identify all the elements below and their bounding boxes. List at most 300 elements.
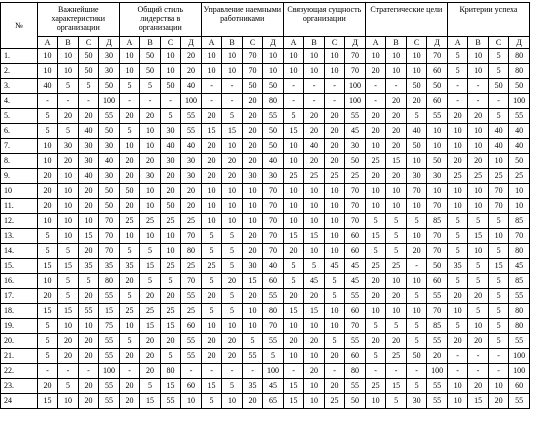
table-cell: 25	[324, 169, 345, 184]
table-cell: 5	[119, 124, 140, 139]
table-cell: 10	[283, 184, 304, 199]
table-cell: 100	[509, 364, 530, 379]
table-cell: -	[324, 364, 345, 379]
table-cell: 10	[324, 184, 345, 199]
table-cell: 5	[37, 124, 58, 139]
row-number: 17.	[1, 289, 38, 304]
table-cell: 10	[509, 199, 530, 214]
table-cell: 20	[242, 289, 263, 304]
table-cell: 40	[99, 154, 120, 169]
table-cell: 40	[160, 139, 181, 154]
table-cell: 10	[365, 199, 386, 214]
table-cell: -	[37, 364, 58, 379]
table-cell: 20	[386, 109, 407, 124]
table-cell: 20	[119, 349, 140, 364]
table-cell: 10	[488, 154, 509, 169]
table-cell: 5	[324, 334, 345, 349]
group-header-row	[1, 3, 530, 37]
table-cell: 40	[263, 154, 284, 169]
table-cell: 10	[488, 229, 509, 244]
table-cell: 20	[58, 349, 79, 364]
table-row	[1, 169, 530, 184]
table-cell: 10	[58, 214, 79, 229]
table-cell: 10	[242, 199, 263, 214]
subcolumn-header: С	[242, 37, 263, 49]
table-cell: 30	[345, 139, 366, 154]
table-cell: 20	[201, 334, 222, 349]
table-cell: 70	[488, 199, 509, 214]
table-cell: 5	[406, 289, 427, 304]
table-cell: 40	[509, 124, 530, 139]
table-cell: 15	[304, 304, 325, 319]
table-cell: -	[58, 94, 79, 109]
table-cell: 5	[386, 214, 407, 229]
table-cell: 5	[406, 214, 427, 229]
table-cell: 5	[58, 244, 79, 259]
table-cell: -	[447, 79, 468, 94]
table-row	[1, 289, 530, 304]
row-number: 1.	[1, 49, 38, 64]
table-cell: 10	[447, 394, 468, 409]
table-cell: 20	[283, 289, 304, 304]
table-cell: 20	[222, 274, 243, 289]
table-cell: 10	[304, 49, 325, 64]
table-cell: 10	[386, 199, 407, 214]
table-cell: 20	[78, 199, 99, 214]
subcolumn-header: С	[406, 37, 427, 49]
table-cell: 70	[263, 244, 284, 259]
table-cell: -	[283, 364, 304, 379]
table-cell: 20	[304, 154, 325, 169]
table-cell: 10	[78, 319, 99, 334]
table-cell: 25	[181, 304, 202, 319]
table-cell: 20	[140, 289, 161, 304]
table-cell: 5	[468, 259, 489, 274]
table-cell: 20	[386, 94, 407, 109]
table-cell: 5	[119, 79, 140, 94]
table-cell: 20	[78, 289, 99, 304]
table-cell: 35	[78, 259, 99, 274]
table-cell: -	[365, 94, 386, 109]
table-cell: 10	[488, 379, 509, 394]
table-cell: 70	[427, 229, 448, 244]
row-number: 16.	[1, 274, 38, 289]
table-cell: 5	[283, 274, 304, 289]
table-cell: 100	[509, 94, 530, 109]
table-cell: 70	[242, 64, 263, 79]
subcolumn-header: Д	[509, 37, 530, 49]
table-cell: 20	[119, 379, 140, 394]
table-cell: 10	[140, 139, 161, 154]
subcolumn-header: А	[447, 37, 468, 49]
table-cell: 10	[283, 139, 304, 154]
subcolumn-header: С	[78, 37, 99, 49]
table-cell: 50	[263, 139, 284, 154]
table-cell: 55	[181, 349, 202, 364]
table-cell: 15	[283, 124, 304, 139]
table-cell: 60	[345, 349, 366, 364]
table-row	[1, 94, 530, 109]
table-cell: 10	[324, 214, 345, 229]
table-cell: 15	[58, 259, 79, 274]
table-cell: 5	[488, 244, 509, 259]
table-cell: 15	[58, 304, 79, 319]
table-cell: 15	[283, 304, 304, 319]
table-cell: 25	[304, 169, 325, 184]
table-cell: 5	[386, 394, 407, 409]
table-cell: 20	[119, 109, 140, 124]
table-cell: 10	[119, 64, 140, 79]
table-cell: 5	[365, 244, 386, 259]
subcolumn-header: А	[37, 37, 58, 49]
table-cell: 25	[488, 169, 509, 184]
row-number: 23.	[1, 379, 38, 394]
table-cell: 70	[488, 184, 509, 199]
table-cell: 80	[509, 64, 530, 79]
table-cell: 70	[345, 319, 366, 334]
table-cell: 5	[78, 274, 99, 289]
table-cell: 5	[447, 274, 468, 289]
table-cell: 20	[181, 64, 202, 79]
table-cell: 15	[140, 394, 161, 409]
table-row	[1, 394, 530, 409]
row-number: 24	[1, 394, 38, 409]
table-row	[1, 274, 530, 289]
table-cell: 15	[160, 379, 181, 394]
table-cell: 45	[324, 259, 345, 274]
table-cell: 10	[58, 184, 79, 199]
table-cell: 10	[447, 379, 468, 394]
table-cell: 40	[78, 169, 99, 184]
table-cell: 80	[263, 304, 284, 319]
table-row	[1, 79, 530, 94]
table-cell: 15	[37, 259, 58, 274]
group-header-5: Стратегические цели	[365, 3, 447, 37]
table-cell: 20	[304, 124, 325, 139]
table-cell: 20	[304, 289, 325, 304]
table-cell: 25	[365, 259, 386, 274]
table-cell: 50	[406, 139, 427, 154]
table-cell: 5	[406, 334, 427, 349]
table-cell: 20	[386, 139, 407, 154]
row-number: 20.	[1, 334, 38, 349]
subcolumn-header: Д	[345, 37, 366, 49]
table-cell: 15	[468, 394, 489, 409]
table-cell: 70	[345, 184, 366, 199]
table-cell: 10	[304, 394, 325, 409]
table-row	[1, 139, 530, 154]
table-cell: 5	[488, 49, 509, 64]
table-cell: 70	[181, 274, 202, 289]
row-number: 6.	[1, 124, 38, 139]
table-cell: 10	[365, 139, 386, 154]
table-cell: 20	[140, 109, 161, 124]
table-cell: 20	[181, 184, 202, 199]
table-cell: 10	[468, 319, 489, 334]
table-cell: 25	[119, 304, 140, 319]
subcolumn-header: В	[140, 37, 161, 49]
table-cell: 55	[263, 109, 284, 124]
table-cell: 55	[99, 349, 120, 364]
table-cell: 55	[427, 394, 448, 409]
table-cell: 20	[222, 154, 243, 169]
table-cell: -	[447, 349, 468, 364]
table-cell: -	[386, 364, 407, 379]
table-cell: 20	[447, 109, 468, 124]
table-cell: 5	[119, 244, 140, 259]
table-cell: 5	[468, 274, 489, 289]
table-cell: 10	[58, 64, 79, 79]
table-cell: 85	[509, 274, 530, 289]
table-cell: 5	[447, 319, 468, 334]
table-cell: -	[324, 79, 345, 94]
table-cell: 20	[119, 169, 140, 184]
table-cell: 70	[99, 229, 120, 244]
table-cell: 10	[406, 229, 427, 244]
subcolumn-header: В	[222, 37, 243, 49]
table-cell: -	[140, 94, 161, 109]
table-cell: 80	[509, 304, 530, 319]
table-cell: -	[488, 349, 509, 364]
table-cell: 20	[140, 154, 161, 169]
table-cell: 10	[140, 229, 161, 244]
table-cell: 5	[58, 274, 79, 289]
table-cell: 20	[222, 349, 243, 364]
table-cell: 5	[488, 214, 509, 229]
table-cell: 50	[345, 154, 366, 169]
table-cell: 65	[263, 394, 284, 409]
table-cell: 100	[427, 364, 448, 379]
table-cell: 10	[119, 49, 140, 64]
table-cell: -	[447, 364, 468, 379]
row-number: 11.	[1, 199, 38, 214]
table-cell: 10	[283, 64, 304, 79]
table-cell: 10	[263, 49, 284, 64]
table-cell: 5	[201, 274, 222, 289]
table-cell: 15	[468, 229, 489, 244]
table-cell: 80	[99, 274, 120, 289]
table-cell: 5	[447, 214, 468, 229]
table-cell: 5	[488, 289, 509, 304]
table-cell: 10	[283, 319, 304, 334]
table-cell: 70	[345, 49, 366, 64]
table-cell: 100	[181, 94, 202, 109]
table-cell: 20	[365, 124, 386, 139]
table-cell: 25	[160, 214, 181, 229]
table-cell: 20	[468, 154, 489, 169]
table-cell: -	[488, 364, 509, 379]
table-row	[1, 259, 530, 274]
table-cell: -	[365, 79, 386, 94]
table-cell: 30	[181, 169, 202, 184]
table-cell: 30	[160, 154, 181, 169]
table-cell: 20	[304, 364, 325, 379]
table-cell: 40	[78, 124, 99, 139]
subcolumn-header: А	[119, 37, 140, 49]
table-cell: 5	[263, 349, 284, 364]
table-cell: 10	[427, 184, 448, 199]
table-cell: -	[119, 94, 140, 109]
table-cell: 10	[447, 139, 468, 154]
table-cell: 5	[447, 244, 468, 259]
table-cell: 50	[263, 79, 284, 94]
table-cell: 70	[242, 49, 263, 64]
table-cell: 5	[37, 229, 58, 244]
table-cell: 5	[201, 304, 222, 319]
table-cell: 10	[468, 124, 489, 139]
table-cell: 5	[488, 334, 509, 349]
row-number: 18.	[1, 304, 38, 319]
table-cell: 60	[181, 379, 202, 394]
table-cell: 20	[365, 289, 386, 304]
table-cell: 25	[386, 259, 407, 274]
table-cell: 55	[345, 289, 366, 304]
table-cell: 15	[283, 379, 304, 394]
table-cell: 50	[406, 349, 427, 364]
table-cell: 70	[263, 184, 284, 199]
table-cell: 50	[99, 124, 120, 139]
table-cell: 100	[99, 364, 120, 379]
table-cell: 80	[181, 244, 202, 259]
group-header-6: Критерии успеха	[447, 3, 529, 37]
table-cell: 50	[140, 49, 161, 64]
table-cell: -	[468, 364, 489, 379]
table-cell: 25	[468, 169, 489, 184]
table-cell: 20	[304, 109, 325, 124]
table-cell: 55	[99, 394, 120, 409]
table-cell: 5	[58, 379, 79, 394]
table-cell: -	[201, 94, 222, 109]
table-cell: 15	[160, 319, 181, 334]
table-cell: 5	[160, 349, 181, 364]
table-cell: -	[242, 364, 263, 379]
table-cell: 20	[324, 124, 345, 139]
table-cell: 5	[488, 109, 509, 124]
table-cell: 10	[37, 139, 58, 154]
table-cell: -	[78, 364, 99, 379]
table-cell: 70	[263, 199, 284, 214]
table-cell: 20	[386, 334, 407, 349]
table-cell: 5	[222, 304, 243, 319]
table-cell: 100	[345, 94, 366, 109]
table-cell: 20	[242, 394, 263, 409]
table-cell: 20	[160, 184, 181, 199]
table-cell: 20	[78, 334, 99, 349]
table-cell: 70	[263, 319, 284, 334]
table-cell: 5	[37, 334, 58, 349]
table-cell: 55	[99, 289, 120, 304]
table-cell: 50	[509, 154, 530, 169]
row-number: 2.	[1, 64, 38, 79]
table-cell: -	[468, 94, 489, 109]
table-cell: 50	[78, 49, 99, 64]
table-cell: 10	[58, 199, 79, 214]
table-cell: 30	[242, 169, 263, 184]
table-cell: 5	[406, 319, 427, 334]
table-cell: 15	[222, 124, 243, 139]
table-cell: 10	[324, 304, 345, 319]
table-cell: 80	[509, 244, 530, 259]
table-cell: 10	[201, 199, 222, 214]
table-cell: 60	[427, 64, 448, 79]
table-cell: 30	[78, 154, 99, 169]
table-cell: 10	[468, 244, 489, 259]
table-cell: 5	[386, 244, 407, 259]
table-cell: 20	[160, 334, 181, 349]
table-cell: 5	[140, 274, 161, 289]
table-cell: 45	[509, 259, 530, 274]
table-cell: 55	[509, 109, 530, 124]
table-cell: 45	[304, 274, 325, 289]
table-cell: 80	[345, 364, 366, 379]
subcolumn-header: Д	[99, 37, 120, 49]
table-cell: -	[304, 94, 325, 109]
subcolumn-header-row	[1, 37, 530, 49]
table-cell: 5	[37, 109, 58, 124]
table-cell: 10	[406, 49, 427, 64]
table-cell: 50	[427, 154, 448, 169]
table-cell: 20	[181, 49, 202, 64]
table-cell: 5	[58, 79, 79, 94]
table-cell: 55	[427, 289, 448, 304]
table-cell: 30	[406, 169, 427, 184]
table-cell: 5	[222, 229, 243, 244]
table-cell: 10	[304, 199, 325, 214]
table-cell: -	[283, 94, 304, 109]
table-cell: 70	[427, 304, 448, 319]
table-cell: -	[222, 79, 243, 94]
table-cell: 10	[304, 319, 325, 334]
table-cell: 25	[447, 169, 468, 184]
table-cell: 20	[488, 394, 509, 409]
table-cell: 10	[447, 184, 468, 199]
table-cell: 50	[119, 184, 140, 199]
table-cell: 30	[78, 139, 99, 154]
table-cell: 35	[242, 379, 263, 394]
table-cell: 10	[365, 304, 386, 319]
table-cell: 5	[58, 124, 79, 139]
table-cell: 25	[283, 169, 304, 184]
table-row	[1, 244, 530, 259]
table-cell: 20	[386, 289, 407, 304]
table-cell: 40	[304, 139, 325, 154]
table-cell: -	[201, 79, 222, 94]
table-cell: 10	[222, 394, 243, 409]
table-cell: 15	[386, 154, 407, 169]
table-cell: 20	[201, 169, 222, 184]
table-cell: 10	[242, 319, 263, 334]
table-cell: 50	[406, 79, 427, 94]
table-cell: 5	[160, 109, 181, 124]
table-cell: 5	[324, 289, 345, 304]
table-cell: 5	[201, 244, 222, 259]
table-cell: 55	[181, 289, 202, 304]
table-cell: 15	[99, 304, 120, 319]
table-cell: 20	[447, 154, 468, 169]
table-cell: 40	[509, 139, 530, 154]
table-cell: 20	[365, 64, 386, 79]
table-cell: 60	[263, 274, 284, 289]
table-cell: 10	[201, 184, 222, 199]
subcolumn-header: С	[324, 37, 345, 49]
table-cell: 30	[99, 49, 120, 64]
table-cell: 25	[140, 304, 161, 319]
table-cell: 20	[222, 334, 243, 349]
table-cell: 35	[447, 259, 468, 274]
table-cell: 10	[304, 64, 325, 79]
table-row	[1, 109, 530, 124]
table-cell: 55	[345, 109, 366, 124]
